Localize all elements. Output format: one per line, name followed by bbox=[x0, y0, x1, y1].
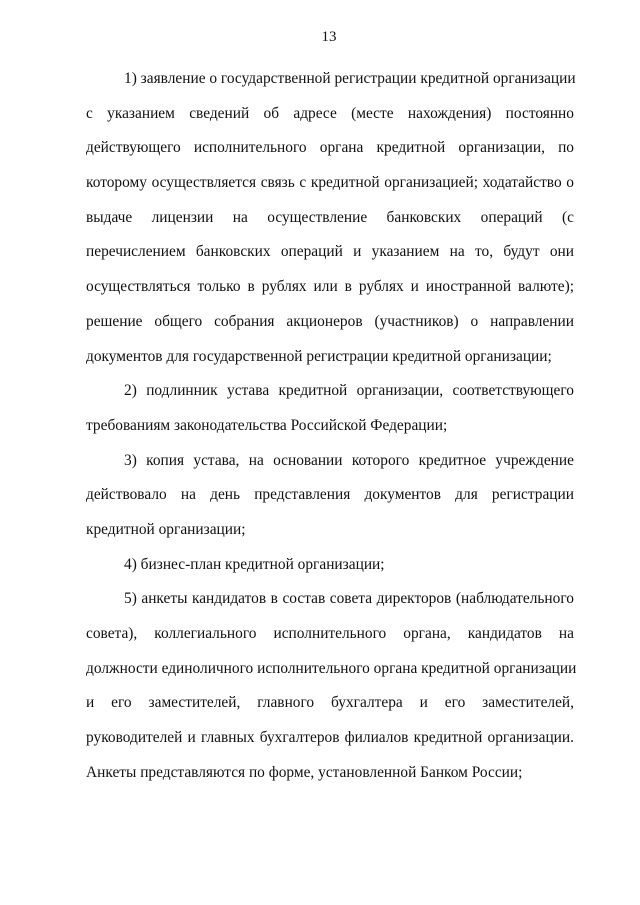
text-line: Анкеты представляются по форме, установленной Банком России; bbox=[86, 763, 523, 781]
page-number: 13 bbox=[321, 29, 337, 45]
paragraph-item-4 bbox=[86, 548, 574, 583]
text-line: и его заместителей, главного бухгалтера и его заместителей, bbox=[86, 694, 574, 712]
text-line: действовало на день представления документов для регистрации bbox=[86, 486, 574, 504]
text-line: 3) копия устава, на основании которого кредитное учреждение bbox=[124, 451, 574, 469]
paragraph-item-5 bbox=[86, 582, 577, 790]
text-line: перечислением банковских операций и указанием на то, будут они bbox=[86, 243, 574, 261]
text-line: действующего исполнительного органа кредитной организации, по bbox=[86, 139, 574, 157]
text-line: должности единоличного исполнительного органа кредитной организации bbox=[86, 659, 577, 677]
text-line: руководителей и главных бухгалтеров филиалов кредитной организации. bbox=[86, 729, 574, 747]
text-line: совета), коллегиального исполнительного органа, кандидатов на bbox=[86, 625, 574, 642]
paragraph-item-3 bbox=[86, 444, 574, 548]
text-line: документов для государственной регистрации кредитной организации; bbox=[86, 347, 552, 365]
text-line: которому осуществляется связь с кредитной организацией; ходатайство о bbox=[86, 174, 574, 192]
paragraph-item-1 bbox=[86, 62, 574, 374]
text-line: 4) бизнес-план кредитной организации; bbox=[124, 555, 385, 573]
text-line: 1) заявление о государственной регистрации кредитной организации bbox=[124, 70, 576, 87]
text-line: решение общего собрания акционеров (участников) о направлении bbox=[86, 312, 574, 330]
paragraph-item-2 bbox=[86, 374, 574, 443]
text-line: 5) анкеты кандидатов в состав совета директоров (наблюдательного bbox=[124, 590, 574, 608]
text-line: с указанием сведений об адресе (месте нахождения) постоянно bbox=[86, 104, 574, 122]
text-line: требованиям законодательства Российской Федерации; bbox=[86, 416, 448, 434]
text-line: 2) подлинник устава кредитной организации, соответствующего bbox=[124, 382, 574, 400]
text-line: кредитной организации; bbox=[86, 520, 246, 538]
document-body bbox=[86, 62, 577, 790]
text-line: выдаче лицензии на осуществление банковских операций (с bbox=[86, 208, 574, 226]
text-line: осуществляться только в рублях или в рублях и иностранной валюте); bbox=[86, 278, 574, 296]
